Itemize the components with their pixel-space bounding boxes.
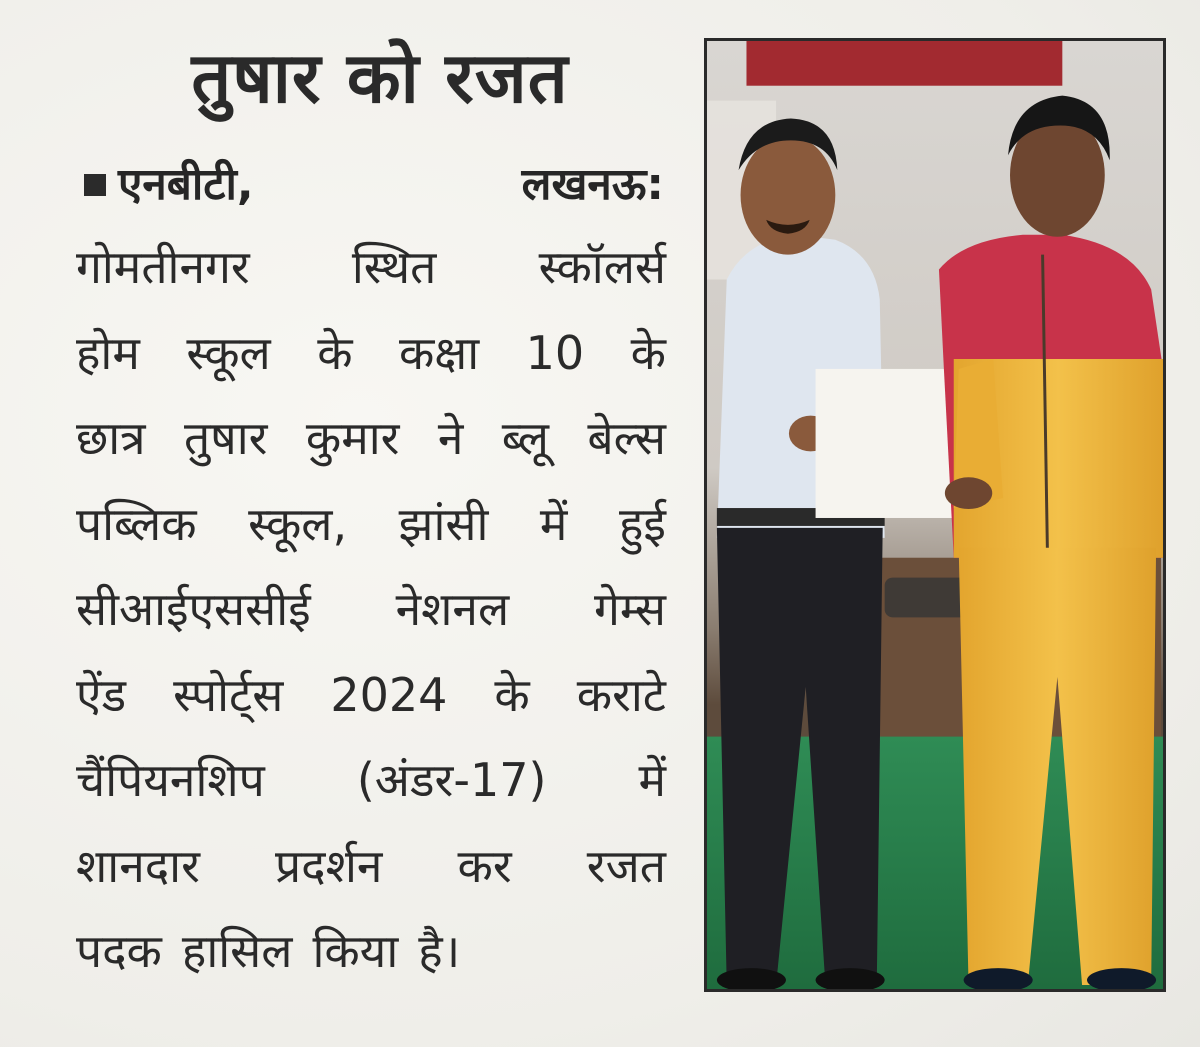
article-word: चैंपियनशिप <box>76 753 265 807</box>
article-word: हुई <box>618 496 666 551</box>
article-word: रजत <box>586 838 666 893</box>
article-word: गोमतीनगर <box>76 240 250 294</box>
article-word: नेशनल <box>395 582 510 636</box>
article-word: स्पोर्ट्स <box>173 667 284 722</box>
headline: तुषार को रजत <box>191 37 569 119</box>
article-word: हासिल <box>181 924 293 978</box>
article-word: कुमार <box>305 411 400 465</box>
city-name: लखनऊ: <box>521 159 664 210</box>
article-word: प्रदर्शन <box>275 838 383 893</box>
article-word: गेम्स <box>594 582 666 636</box>
article-line <box>76 225 666 311</box>
article-word: पदक <box>76 924 162 978</box>
article-word: ऐंड <box>76 667 127 722</box>
article-word: के <box>317 325 353 380</box>
article-word: होम <box>76 325 140 380</box>
article-word: 10 <box>525 325 585 380</box>
article-line <box>76 482 666 568</box>
article-word: के <box>630 325 666 380</box>
article-body <box>76 225 666 995</box>
article-word: तुषार <box>183 411 268 465</box>
article-line <box>76 909 666 995</box>
article-word: ने <box>437 411 464 465</box>
news-photo <box>704 38 1166 992</box>
dateline <box>84 150 664 220</box>
article-line <box>76 396 666 482</box>
article-word: कराटे <box>576 667 666 722</box>
article-word: शानदार <box>76 838 200 893</box>
article-word: किया <box>312 924 399 978</box>
article-word: कक्षा <box>398 325 480 380</box>
article-line <box>76 653 666 739</box>
article-line <box>76 567 666 653</box>
article-word: स्कूल, <box>248 496 348 551</box>
article-word: ब्लू <box>501 411 549 465</box>
article-word: के <box>494 667 530 722</box>
article-word: स्कॉलर्स <box>538 240 666 294</box>
square-bullet-icon <box>84 174 106 196</box>
article-word: स्थित <box>351 240 437 294</box>
article-word: में <box>539 496 568 551</box>
article-word: में <box>638 753 666 807</box>
article-word: स्कूल <box>186 325 271 380</box>
article-word: पब्लिक <box>76 496 197 551</box>
article-line <box>76 311 666 397</box>
article-word: 2024 <box>330 667 448 722</box>
article-word: सीआईएससीई <box>76 582 311 636</box>
article-word: छात्र <box>76 411 146 465</box>
source-name: एनबीटी, <box>118 159 254 210</box>
article-word: है। <box>418 924 461 978</box>
article-word: झांसी <box>398 496 489 551</box>
article-word: (अंडर-17) <box>356 753 547 807</box>
article-line <box>76 824 666 910</box>
article-word: कर <box>457 838 512 893</box>
article-line <box>76 738 666 824</box>
article-word: बेल्स <box>587 411 666 465</box>
